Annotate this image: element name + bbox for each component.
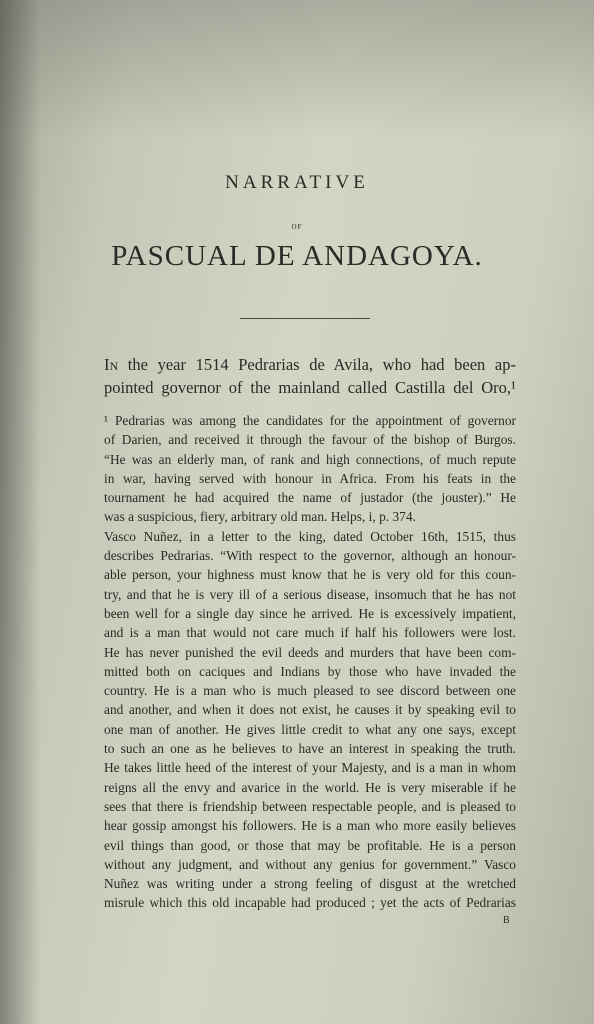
page-shadow bbox=[0, 0, 594, 140]
footnote-line: been well for a single day since he arrived. He is excessively impatient, bbox=[104, 605, 516, 621]
lead-line bbox=[104, 353, 516, 376]
footnote-line: able person, your highness must know that he is very old for this coun- bbox=[104, 567, 516, 583]
footnote-line: mitted both on caciques and Indians by those who have invaded the bbox=[104, 663, 516, 679]
footnote-line: and is a man that would not care much if half his followers were lost. bbox=[104, 625, 516, 641]
footnote-line: one man of another. He gives little credit to what any one says, except bbox=[104, 721, 516, 737]
lead-line-text: the year 1514 Pedrarias de Avila, who had been ap- bbox=[118, 355, 516, 374]
footnote-line: was a suspicious, fiery, arbitrary old man. Helps, i, p. 374. bbox=[104, 509, 416, 525]
footnote-line: He takes little heed of the interest of your Majesty, and is a man in whom bbox=[104, 760, 516, 776]
footnote-line: in war, having served with honour in Africa. From his feats in the bbox=[104, 470, 516, 486]
footnote-line: tournament he had acquired the name of justador (the jouster).” He bbox=[104, 490, 516, 506]
page-title: PASCUAL DE ANDAGOYA. bbox=[111, 240, 483, 272]
title-rule bbox=[240, 318, 370, 319]
footnote-line: misrule which this old incapable had produced ; yet the acts of Pedrarias bbox=[104, 895, 516, 911]
footnote-line: without any judgment, and without any genius for government.” Vasco bbox=[104, 856, 516, 872]
footnote-line: hear gossip amongst his followers. He is a man who more easily believes bbox=[104, 818, 516, 834]
footnote-line: country. He is a man who is much pleased to see discord between one bbox=[104, 683, 516, 699]
footnote-line: Nuñez was writing under a strong feeling of disgust at the wretched bbox=[104, 876, 516, 892]
footnote-line: “He was an elderly man, of rank and high connections, of much repute bbox=[104, 451, 516, 467]
page-gutter-shadow bbox=[0, 0, 40, 1024]
footnote-line: to such an one as he believes to have an interest in speaking the truth. bbox=[104, 741, 516, 757]
footnote-line: ¹ Pedrarias was among the candidates for the appointment of governor bbox=[104, 413, 516, 428]
heading-narrative: NARRATIVE bbox=[225, 172, 369, 193]
footnote-line: reigns all the envy and avarice in the world. He is very miserable if he bbox=[104, 779, 516, 795]
footnote-line: evil things than good, or those that may be profitable. He is a person bbox=[104, 837, 516, 853]
signature-mark: B bbox=[503, 915, 510, 926]
footnote-line: describes Pedrarias. “With respect to the governor, although an honour- bbox=[104, 548, 516, 564]
footnote-line: sees that there is friendship between respectable people, and is pleased to bbox=[104, 798, 516, 814]
lead-paragraph bbox=[104, 353, 516, 399]
lead-line: pointed governor of the mainland called Castilla del Oro,¹ bbox=[104, 378, 516, 397]
footnote-line: He has never punished the evil deeds and murders that have been com- bbox=[104, 644, 516, 660]
footnote-line: try, and that he is very ill of a serious disease, insomuch that he has not bbox=[104, 586, 516, 602]
heading-of: OF bbox=[291, 223, 303, 231]
footnote-line: and another, and when it does not exist, he causes it by speaking evil to bbox=[104, 702, 516, 718]
lead-first-word: In bbox=[104, 355, 119, 374]
footnote bbox=[104, 411, 516, 913]
footnote-line: of Darien, and received it through the favour of the bishop of Burgos. bbox=[104, 432, 516, 448]
footnote-line: Vasco Nuñez, in a letter to the king, dated October 16th, 1515, thus bbox=[104, 528, 516, 544]
